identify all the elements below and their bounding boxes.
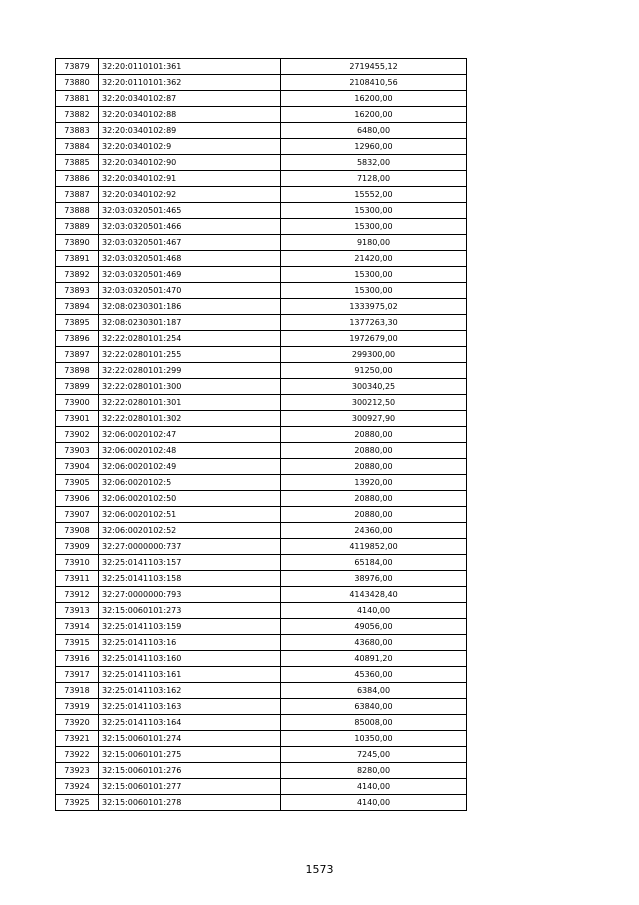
table-row [56, 507, 467, 523]
value-cell: 1972679,00 [281, 331, 467, 347]
value-cell: 20880,00 [281, 507, 467, 523]
row-number-cell: 73921 [56, 731, 99, 747]
value-cell: 20880,00 [281, 459, 467, 475]
value-cell: 7128,00 [281, 171, 467, 187]
value-cell: 4140,00 [281, 779, 467, 795]
cadastral-number-cell: 32:27:0000000:737 [99, 539, 281, 555]
row-number-cell: 73903 [56, 443, 99, 459]
cadastral-number-cell: 32:25:0141103:164 [99, 715, 281, 731]
row-number-cell: 73898 [56, 363, 99, 379]
cadastral-number-cell: 32:20:0340102:91 [99, 171, 281, 187]
table-row [56, 427, 467, 443]
cadastral-number-cell: 32:22:0280101:299 [99, 363, 281, 379]
table-row [56, 299, 467, 315]
table-row [56, 651, 467, 667]
table-row [56, 203, 467, 219]
value-cell: 4143428,40 [281, 587, 467, 603]
table-row [56, 731, 467, 747]
table-row [56, 363, 467, 379]
value-cell: 299300,00 [281, 347, 467, 363]
table-row [56, 187, 467, 203]
cadastral-number-cell: 32:22:0280101:254 [99, 331, 281, 347]
row-number-cell: 73911 [56, 571, 99, 587]
cadastral-number-cell: 32:06:0020102:52 [99, 523, 281, 539]
cadastral-number-cell: 32:25:0141103:161 [99, 667, 281, 683]
value-cell: 7245,00 [281, 747, 467, 763]
value-cell: 2108410,56 [281, 75, 467, 91]
value-cell: 1333975,02 [281, 299, 467, 315]
value-cell: 5832,00 [281, 155, 467, 171]
row-number-cell: 73904 [56, 459, 99, 475]
table-row [56, 139, 467, 155]
value-cell: 2719455,12 [281, 59, 467, 75]
row-number-cell: 73881 [56, 91, 99, 107]
table-row [56, 315, 467, 331]
row-number-cell: 73901 [56, 411, 99, 427]
cadastral-number-cell: 32:15:0060101:277 [99, 779, 281, 795]
cadastral-number-cell: 32:20:0340102:92 [99, 187, 281, 203]
cadastral-number-cell: 32:06:0020102:50 [99, 491, 281, 507]
row-number-cell: 73902 [56, 427, 99, 443]
table-row [56, 411, 467, 427]
value-cell: 15300,00 [281, 203, 467, 219]
row-number-cell: 73918 [56, 683, 99, 699]
value-cell: 16200,00 [281, 107, 467, 123]
cadastral-number-cell: 32:06:0020102:47 [99, 427, 281, 443]
cadastral-number-cell: 32:22:0280101:300 [99, 379, 281, 395]
table-row [56, 91, 467, 107]
table-row [56, 555, 467, 571]
value-cell: 300212,50 [281, 395, 467, 411]
cadastral-number-cell: 32:15:0060101:278 [99, 795, 281, 811]
table-row [56, 763, 467, 779]
table-row [56, 155, 467, 171]
row-number-cell: 73892 [56, 267, 99, 283]
table-row [56, 635, 467, 651]
cadastral-number-cell: 32:20:0110101:362 [99, 75, 281, 91]
row-number-cell: 73890 [56, 235, 99, 251]
cadastral-number-cell: 32:20:0340102:89 [99, 123, 281, 139]
cadastral-number-cell: 32:15:0060101:273 [99, 603, 281, 619]
cadastral-number-cell: 32:03:0320501:470 [99, 283, 281, 299]
table-body [56, 59, 467, 811]
table-row [56, 235, 467, 251]
cadastral-number-cell: 32:25:0141103:159 [99, 619, 281, 635]
table-row [56, 523, 467, 539]
cadastral-number-cell: 32:20:0340102:87 [99, 91, 281, 107]
row-number-cell: 73917 [56, 667, 99, 683]
cadastral-value-table [55, 58, 467, 811]
cadastral-number-cell: 32:15:0060101:276 [99, 763, 281, 779]
cadastral-number-cell: 32:27:0000000:793 [99, 587, 281, 603]
value-cell: 45360,00 [281, 667, 467, 683]
value-cell: 15300,00 [281, 283, 467, 299]
value-cell: 65184,00 [281, 555, 467, 571]
row-number-cell: 73925 [56, 795, 99, 811]
row-number-cell: 73882 [56, 107, 99, 123]
row-number-cell: 73909 [56, 539, 99, 555]
row-number-cell: 73895 [56, 315, 99, 331]
row-number-cell: 73888 [56, 203, 99, 219]
cadastral-number-cell: 32:20:0340102:88 [99, 107, 281, 123]
page-number: 1573 [305, 863, 334, 876]
table-row [56, 75, 467, 91]
cadastral-number-cell: 32:06:0020102:48 [99, 443, 281, 459]
value-cell: 4140,00 [281, 603, 467, 619]
cadastral-number-cell: 32:22:0280101:255 [99, 347, 281, 363]
cadastral-number-cell: 32:03:0320501:469 [99, 267, 281, 283]
value-cell: 24360,00 [281, 523, 467, 539]
table-row [56, 747, 467, 763]
cadastral-number-cell: 32:15:0060101:275 [99, 747, 281, 763]
row-number-cell: 73905 [56, 475, 99, 491]
value-cell: 15300,00 [281, 267, 467, 283]
cadastral-number-cell: 32:20:0110101:361 [99, 59, 281, 75]
value-cell: 21420,00 [281, 251, 467, 267]
value-cell: 40891,20 [281, 651, 467, 667]
row-number-cell: 73896 [56, 331, 99, 347]
row-number-cell: 73906 [56, 491, 99, 507]
cadastral-number-cell: 32:25:0141103:157 [99, 555, 281, 571]
value-cell: 300340,25 [281, 379, 467, 395]
cadastral-number-cell: 32:03:0320501:465 [99, 203, 281, 219]
table-row [56, 251, 467, 267]
cadastral-number-cell: 32:20:0340102:9 [99, 139, 281, 155]
table-row [56, 443, 467, 459]
table-row [56, 283, 467, 299]
row-number-cell: 73893 [56, 283, 99, 299]
table-row [56, 491, 467, 507]
table-row [56, 267, 467, 283]
value-cell: 9180,00 [281, 235, 467, 251]
value-cell: 15552,00 [281, 187, 467, 203]
row-number-cell: 73884 [56, 139, 99, 155]
table-row [56, 475, 467, 491]
cadastral-number-cell: 32:08:0230301:187 [99, 315, 281, 331]
value-cell: 63840,00 [281, 699, 467, 715]
table-row [56, 603, 467, 619]
table-row [56, 571, 467, 587]
row-number-cell: 73916 [56, 651, 99, 667]
row-number-cell: 73894 [56, 299, 99, 315]
cadastral-number-cell: 32:03:0320501:468 [99, 251, 281, 267]
table-row [56, 683, 467, 699]
row-number-cell: 73924 [56, 779, 99, 795]
value-cell: 20880,00 [281, 491, 467, 507]
row-number-cell: 73915 [56, 635, 99, 651]
value-cell: 20880,00 [281, 443, 467, 459]
value-cell: 4119852,00 [281, 539, 467, 555]
table-row [56, 395, 467, 411]
row-number-cell: 73883 [56, 123, 99, 139]
value-cell: 49056,00 [281, 619, 467, 635]
table-row [56, 331, 467, 347]
cadastral-number-cell: 32:25:0141103:158 [99, 571, 281, 587]
value-cell: 10350,00 [281, 731, 467, 747]
value-cell: 6384,00 [281, 683, 467, 699]
row-number-cell: 73887 [56, 187, 99, 203]
row-number-cell: 73879 [56, 59, 99, 75]
value-cell: 4140,00 [281, 795, 467, 811]
cadastral-number-cell: 32:25:0141103:163 [99, 699, 281, 715]
value-cell: 38976,00 [281, 571, 467, 587]
cadastral-number-cell: 32:22:0280101:302 [99, 411, 281, 427]
table-row [56, 715, 467, 731]
cadastral-number-cell: 32:25:0141103:16 [99, 635, 281, 651]
table-row [56, 379, 467, 395]
table-row [56, 779, 467, 795]
cadastral-number-cell: 32:25:0141103:162 [99, 683, 281, 699]
row-number-cell: 73919 [56, 699, 99, 715]
table-row [56, 459, 467, 475]
table-row [56, 219, 467, 235]
row-number-cell: 73912 [56, 587, 99, 603]
cadastral-number-cell: 32:08:0230301:186 [99, 299, 281, 315]
cadastral-number-cell: 32:20:0340102:90 [99, 155, 281, 171]
row-number-cell: 73880 [56, 75, 99, 91]
table-row [56, 619, 467, 635]
value-cell: 12960,00 [281, 139, 467, 155]
cadastral-number-cell: 32:22:0280101:301 [99, 395, 281, 411]
value-cell: 15300,00 [281, 219, 467, 235]
table-row [56, 59, 467, 75]
value-cell: 300927,90 [281, 411, 467, 427]
value-cell: 8280,00 [281, 763, 467, 779]
table-row [56, 699, 467, 715]
cadastral-number-cell: 32:03:0320501:466 [99, 219, 281, 235]
row-number-cell: 73914 [56, 619, 99, 635]
value-cell: 1377263,30 [281, 315, 467, 331]
row-number-cell: 73897 [56, 347, 99, 363]
table-row [56, 587, 467, 603]
row-number-cell: 73885 [56, 155, 99, 171]
table-row [56, 347, 467, 363]
row-number-cell: 73922 [56, 747, 99, 763]
value-cell: 13920,00 [281, 475, 467, 491]
row-number-cell: 73889 [56, 219, 99, 235]
table-row [56, 795, 467, 811]
row-number-cell: 73920 [56, 715, 99, 731]
table-row [56, 123, 467, 139]
row-number-cell: 73886 [56, 171, 99, 187]
cadastral-number-cell: 32:06:0020102:51 [99, 507, 281, 523]
value-cell: 85008,00 [281, 715, 467, 731]
cadastral-number-cell: 32:25:0141103:160 [99, 651, 281, 667]
cadastral-number-cell: 32:15:0060101:274 [99, 731, 281, 747]
value-cell: 6480,00 [281, 123, 467, 139]
row-number-cell: 73910 [56, 555, 99, 571]
row-number-cell: 73923 [56, 763, 99, 779]
row-number-cell: 73913 [56, 603, 99, 619]
value-cell: 43680,00 [281, 635, 467, 651]
row-number-cell: 73907 [56, 507, 99, 523]
value-cell: 20880,00 [281, 427, 467, 443]
cadastral-number-cell: 32:06:0020102:5 [99, 475, 281, 491]
cadastral-number-cell: 32:03:0320501:467 [99, 235, 281, 251]
table-row [56, 171, 467, 187]
value-cell: 91250,00 [281, 363, 467, 379]
table-row [56, 539, 467, 555]
table-row [56, 667, 467, 683]
row-number-cell: 73899 [56, 379, 99, 395]
row-number-cell: 73891 [56, 251, 99, 267]
row-number-cell: 73900 [56, 395, 99, 411]
cadastral-number-cell: 32:06:0020102:49 [99, 459, 281, 475]
value-cell: 16200,00 [281, 91, 467, 107]
table-row [56, 107, 467, 123]
row-number-cell: 73908 [56, 523, 99, 539]
